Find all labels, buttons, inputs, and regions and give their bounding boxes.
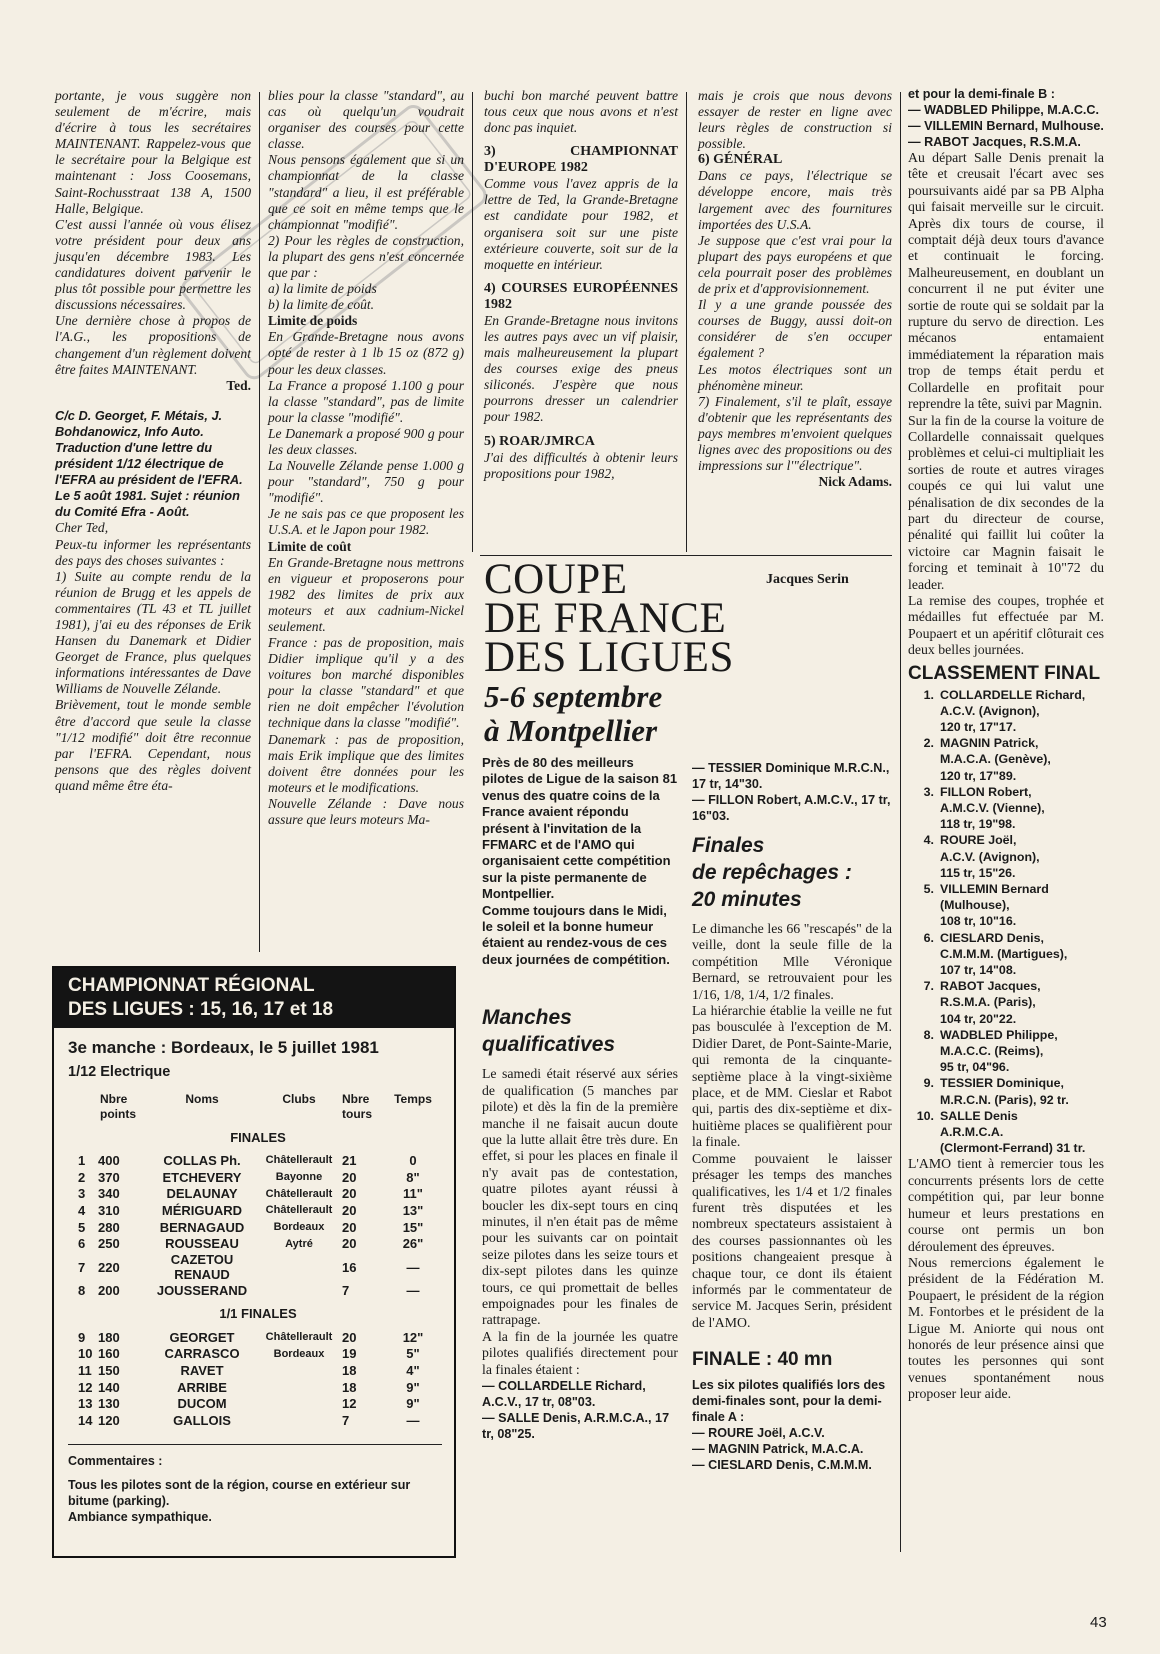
- qualified-list: [482, 1378, 678, 1442]
- rank-line: CIESLARD Denis,: [940, 930, 1044, 945]
- rank-line: TESSIER Dominique,: [940, 1076, 1064, 1091]
- paragraph: Cher Ted,: [55, 520, 109, 536]
- coupe-subtitle-line: à Montpellier: [484, 713, 658, 748]
- cell-points: 250: [98, 1236, 120, 1252]
- list-item: [908, 687, 1104, 736]
- header-noms: Noms: [185, 1092, 219, 1106]
- cell-rank: 10: [78, 1346, 93, 1362]
- table-row: [78, 1362, 438, 1379]
- column-rule: [686, 92, 687, 552]
- cell-name: CAZETOU RENAUD: [170, 1252, 234, 1283]
- list-item: — COLLARDELLE Richard, A.C.V., 17 tr, 08"03.: [482, 1379, 646, 1409]
- paragraph: Nous pensons également que si un championnat de la classe "standard" a lieu, il est préférable que ce soit en même temps que le championnat "modifié".: [268, 152, 464, 232]
- manches-text: [482, 1066, 678, 1378]
- rank-line: SALLE Denis: [940, 1108, 1018, 1123]
- cell-club: Châtellerault: [265, 1204, 333, 1217]
- table-section-title: FINALES: [230, 1129, 286, 1145]
- table-header-row: [78, 1092, 438, 1122]
- cell-club: Bordeaux: [273, 1347, 325, 1360]
- heading-roar-jmrca: 5) ROAR/JMRCA: [484, 433, 595, 449]
- paragraph: 1) Suite au compte rendu de la réunion de Brugg et les appels de commentaires (TL 43 et TL juillet 1981), j'ai eu des réponses de Erik Hansen du Danemark et Didier Georget de France, plus quelques informations intéressantes de Dave Williams de Nouvelle Zélande.: [55, 568, 251, 697]
- cell-tours: 7: [342, 1413, 350, 1429]
- cell-temps: 8": [406, 1169, 420, 1185]
- comment-line: Tous les pilotes sont de la région, course en extérieur sur bitume (parking).: [68, 1478, 411, 1508]
- table-row: [78, 1346, 438, 1363]
- cell-rank: 3: [78, 1186, 86, 1202]
- paragraph: b) la limite de coût.: [268, 297, 375, 313]
- paragraph: J'ai des difficultés à obtenir leurs propositions pour 1982,: [484, 449, 678, 481]
- rank-entry: [940, 687, 1085, 736]
- rank-line: MAGNIN Patrick,: [940, 736, 1039, 751]
- cell-temps: 11": [403, 1186, 423, 1202]
- rank-entry: [940, 978, 1041, 1027]
- table-row: [78, 1169, 438, 1186]
- cell-rank: 9: [78, 1329, 86, 1345]
- cell-points: 150: [98, 1363, 120, 1379]
- rank-number: 10.: [916, 1108, 934, 1123]
- cell-club: Bordeaux: [273, 1221, 325, 1234]
- letter-header-text: C/c D. Georget, F. Métais, J. Bohdanowicz, Info Auto. Traduction d'une lettre du président 1/12 électrique de l'EFRA au président de l'EFRA. Le 5 août 1981. Sujet : réunion du Comité Efra - Août.: [55, 407, 243, 520]
- paragraph: En Grande-Bretagne nous mettrons en vigueur et proposerons pour 1982 des limites de prix aux moteurs et aux cadnium-Nickel seulement.: [268, 554, 464, 634]
- rank-entry: [940, 735, 1051, 784]
- paragraph: a) la limite de poids: [268, 281, 377, 297]
- cell-tours: 12: [342, 1396, 357, 1412]
- rank-line: A.M.C.V. (Vienne),: [940, 801, 1045, 816]
- rank-line: ROURE Joël,: [940, 833, 1017, 848]
- cell-club: Châtellerault: [265, 1187, 333, 1200]
- results-table: [78, 1092, 438, 1429]
- manche-title: 3e manche : Bordeaux, le 5 juillet 1981: [68, 1038, 379, 1057]
- rank-line: M.A.C.A. (Genève),: [940, 752, 1051, 767]
- column-rule: [259, 92, 260, 952]
- heading-classement-final: CLASSEMENT FINAL: [908, 662, 1101, 684]
- championnat-banner: [54, 968, 454, 1028]
- list-item: [908, 881, 1104, 930]
- cell-name: RAVET: [180, 1363, 224, 1379]
- list-item: [908, 1027, 1104, 1076]
- classement-list: [908, 687, 1104, 1157]
- cell-rank: 14: [78, 1413, 93, 1429]
- banner-line: CHAMPIONNAT RÉGIONAL: [68, 975, 315, 996]
- cell-points: 310: [98, 1202, 120, 1218]
- paragraph: Au départ Salle Denis prenait la tête et creusait l'écart avec ses poursuivants aidé par sa PB Alpha qui faisait merveille sur le circuit. Après dix tours de course, il comptait déjà deux tours d'avance et continuait le forcing. Malheureusement, en doublant un concurrent il ne put éviter une sortie de route qui se soldait par la rupture du servo de direction. Les mécanos entamaient immédiatement la réparation mais trop de temps était perdu et Collardelle en profitait pour reprendre la tête, suivi par Magnin.: [908, 150, 1104, 412]
- cell-temps: 0: [409, 1152, 417, 1168]
- repechage-text: [692, 921, 892, 1331]
- cell-temps: 13": [402, 1202, 424, 1218]
- cell-club: Bayonne: [275, 1171, 323, 1184]
- rank-line: A.C.V. (Avignon),: [940, 849, 1040, 864]
- rank-line: 107 tr, 14"08.: [940, 963, 1017, 978]
- cell-name: MÉRIGUARD: [161, 1202, 243, 1218]
- cell-club: [256, 1252, 342, 1282]
- cell-points: 160: [98, 1346, 120, 1362]
- list-item: [908, 978, 1104, 1027]
- cell-rank: 1: [78, 1152, 86, 1168]
- paragraph: La hiérarchie établie la veille ne fut pas bousculée à l'exception de M. Didier Daret, de Pont-Sainte-Marie, qui remonta de la cinquante-septième place à la vingt-sixième place, et de MM. Cieslar et Rabot qui, partis des dix-septième et dix-huitième places se qualifièrent pour la finale.: [692, 1003, 892, 1150]
- cell-name: GEORGET: [169, 1329, 235, 1345]
- cell-temps: —: [406, 1413, 420, 1429]
- coupe-title-line: DE FRANCE: [484, 595, 727, 642]
- list-item: — WADBLED Philippe, M.A.C.C.: [908, 103, 1100, 117]
- cell-tours: 20: [342, 1202, 357, 1218]
- rank-line: VILLEMIN Bernard: [940, 882, 1049, 897]
- heading-line: Manches: [482, 1006, 572, 1030]
- paragraph: Les motos électriques sont un phénomène mineur.: [698, 361, 892, 393]
- banner-line: DES LIGUES : 15, 16, 17 et 18: [68, 999, 334, 1020]
- list-item: [908, 784, 1104, 833]
- cell-points: 280: [98, 1219, 120, 1235]
- heading-limite-poids: Limite de poids: [268, 313, 358, 329]
- coupe-header: [484, 556, 896, 748]
- paragraph: Nous remercions également le président de la Fédération M. Poupaert, le président de la région M. Fontorbes et le président de la Ligue M. Aniorte qui nous ont honorés de leur présence ainsi que toutes les personnes qui sont venues spontanément nous proposer leur aide.: [908, 1254, 1104, 1402]
- paragraph: Danemark : pas de proposition, mais Erik implique que des limites doivent être données pour les moteurs et le modifications.: [268, 731, 464, 795]
- coupe-column-c: [908, 86, 1104, 1403]
- cell-temps: 15": [402, 1219, 424, 1235]
- rank-entry: [940, 784, 1045, 833]
- cell-club: Aytré: [285, 1237, 313, 1250]
- cell-name: BERNAGAUD: [159, 1219, 245, 1235]
- header-temps: Temps: [394, 1092, 432, 1106]
- list-item: — MAGNIN Patrick, M.A.C.A.: [692, 1442, 864, 1457]
- rank-entry: [940, 1075, 1069, 1107]
- cell-temps: 9": [406, 1379, 420, 1395]
- cell-name: ROUSSEAU: [165, 1236, 239, 1252]
- table-row: [78, 1282, 438, 1299]
- coupe-subtitle-line: 5-6 septembre: [484, 679, 663, 714]
- rank-number: 3.: [923, 784, 934, 799]
- table-section-title: 1/1 FINALES: [219, 1306, 297, 1322]
- cell-points: 200: [98, 1282, 120, 1298]
- column-rule: [900, 92, 901, 1552]
- list-item: — VILLEMIN Bernard, Mulhouse.: [908, 119, 1104, 133]
- cell-points: 220: [98, 1259, 120, 1275]
- rank-number: 4.: [923, 833, 934, 848]
- coupe-title-line: DES LIGUES: [484, 634, 734, 681]
- header-tours: Nbre tours: [342, 1092, 372, 1121]
- rank-line: 104 tr, 20"22.: [940, 1011, 1017, 1026]
- rank-line: FILLON Robert,: [940, 784, 1032, 799]
- finale-b: [908, 86, 1104, 150]
- rank-line: M.R.C.N. (Paris), 92 tr.: [940, 1092, 1069, 1107]
- paragraph: En Grande-Bretagne nous invitons les autres pays avec un vif plaisir, mais malheureusement la plupart des courses exige des pneus siliconés. J'espère que nous pourrons dresser un calendrier pour 1982.: [484, 312, 678, 425]
- column-rule: [472, 92, 473, 552]
- rank-number: 1.: [923, 687, 934, 702]
- cell-club: [256, 1282, 342, 1299]
- cell-name: ETCHEVERY: [162, 1169, 242, 1185]
- cell-club: Châtellerault: [265, 1154, 333, 1167]
- heading-line: qualificatives: [482, 1033, 616, 1057]
- cell-temps: 5": [406, 1346, 420, 1362]
- rank-number: 9.: [923, 1076, 934, 1091]
- category-label: 1/12 Electrique: [68, 1064, 171, 1080]
- paragraph: Le Danemark a proposé 900 g pour les deux classes.: [268, 425, 464, 457]
- efra-letter-column-3: [484, 88, 678, 482]
- cell-name: DUCOM: [177, 1396, 227, 1412]
- coupe-author: Jacques Serin: [766, 572, 849, 587]
- paragraph: Comme pouvaient le laisser présager les temps des manches qualificatives, les 1/4 et 1/2 finales furent très disputées et les nombreux spectateurs assistaient à des courses passionnantes où les positions changeaient presque à chaque tour, ce dont ils étaient informés par le commentateur de service M. Jacques Serin, président de l'AMO.: [692, 1150, 892, 1330]
- cell-name: GALLOIS: [173, 1413, 231, 1429]
- paragraph: Une dernière chose à propos de l'A.G., les propositions de changement d'un règlement doivent être faites MAINTENANT.: [55, 313, 251, 377]
- cell-temps: 4": [406, 1363, 420, 1379]
- paragraph: Peux-tu informer les représentants des pays des choses suivantes :: [55, 536, 251, 568]
- cell-tours: 16: [342, 1259, 357, 1275]
- page-number: 43: [1090, 1614, 1107, 1631]
- coupe-column-b: [692, 760, 892, 1473]
- cell-rank: 4: [78, 1202, 86, 1218]
- coupe-lead-text: Près de 80 des meilleurs pilotes de Ligue de la saison 81 venus des quatre coins de la France avaient répondu présent à l'invitation de la FFMARC et de l'AMO qui organisaient cette compétition sur la piste permanente de Montpellier.: [482, 755, 678, 902]
- letter-header: [55, 408, 251, 521]
- cell-name: COLLAS Ph.: [163, 1152, 241, 1168]
- paragraph: mais je crois que nous devons essayer de rester en ligne avec leurs règles de construction si possible.: [698, 88, 892, 152]
- cell-rank: 5: [78, 1219, 86, 1235]
- cell-points: 130: [98, 1396, 120, 1412]
- list-item: — FILLON Robert, A.M.C.V., 17 tr, 16"03.: [692, 793, 891, 823]
- paragraph: et pour la demi-finale B :: [908, 87, 1055, 101]
- rank-line: 120 tr, 17"89.: [940, 768, 1017, 783]
- list-item: — TESSIER Dominique M.R.C.N., 17 tr, 14"30.: [692, 761, 890, 791]
- list-item: — RABOT Jacques, R.S.M.A.: [908, 135, 1081, 149]
- heading-limite-cout: Limite de coût: [268, 538, 352, 554]
- cell-rank: 11: [78, 1363, 92, 1379]
- cell-tours: 7: [342, 1282, 350, 1298]
- heading-line: Finales: [692, 834, 765, 857]
- comments-title: Commentaires :: [68, 1454, 163, 1468]
- rank-line: A.R.M.C.A.: [940, 1125, 1004, 1140]
- rank-number: 8.: [923, 1027, 934, 1042]
- cell-points: 140: [98, 1379, 120, 1395]
- list-item: [908, 832, 1104, 881]
- cell-points: 340: [98, 1186, 120, 1202]
- thanks-text: [908, 1156, 1104, 1402]
- cell-points: 180: [98, 1329, 120, 1345]
- cell-rank: 8: [78, 1282, 86, 1298]
- rank-number: 6.: [923, 930, 934, 945]
- cell-points: 370: [98, 1169, 120, 1185]
- rank-line: 108 tr, 10"16.: [940, 914, 1017, 929]
- table-section-row: [78, 1299, 438, 1329]
- heading-general: 6) GÉNÉRAL: [698, 152, 783, 168]
- championnat-subheader: [54, 1028, 454, 1080]
- finale-a: [692, 1377, 892, 1473]
- paragraph: La France a proposé 1.100 g pour la classe "standard", pas de limite pour la classe "modifié".: [268, 377, 464, 425]
- cell-tours: 20: [342, 1186, 357, 1202]
- list-item: — SALLE Denis, A.R.M.C.A., 17 tr, 08"25.: [482, 1411, 670, 1441]
- paragraph: L'AMO tient à remercier tous les concurrents présents lors de cette compétition qui, par leur bonne humeur et leurs prestations en course ont permis un bon déroulement des épreuves.: [908, 1156, 1104, 1254]
- cell-points: 400: [98, 1152, 120, 1168]
- comment-line: Ambiance sympathique.: [68, 1510, 212, 1524]
- cell-name: CARRASCO: [164, 1346, 240, 1362]
- cell-tours: 20: [342, 1219, 357, 1235]
- cell-club: Châtellerault: [265, 1331, 333, 1344]
- list-item: [908, 1108, 1104, 1157]
- table-row: [78, 1152, 438, 1169]
- paragraph: blies pour la classe "standard", au cas où quelqu'un voudrait organiser des courses pour cette classe.: [268, 88, 464, 152]
- paragraph: Le samedi était réservé aux séries de qualification (5 manches par pilote) et dès la fin de la première manche il ne faisait aucun doute que la lutte allait être très dure. En effet, si pour les places en finale il n'y avait pas de contestation, quatre pilotes ayant réussi à boucler les dix-sept tours en cinq minutes, il n'en était pas de même pour les suivants car on pointait seize pilotes dans les seize tours et dix-sept pilotes dans les quinze tours, ce qui promettait de belles empoignades pour les finales de rattrapage.: [482, 1066, 678, 1328]
- cell-club: [256, 1362, 342, 1379]
- paragraph: portante, je vous suggère non seulement de m'écrire, mais d'écrire à tous les secrétaires MAINTENANT. Rappelez-vous que le secrétaire pour la Belgique est maintenant : Joss Coosemans, Saint-Rochusstraat 138 A, 1500 Halle, Belgique.: [55, 88, 251, 216]
- paragraph: Je ne sais pas ce que proposent les U.S.A. et le Japon pour 1982.: [268, 506, 464, 538]
- paragraph: Dans ce pays, l'électrique se développe encore, mais très largement avec des fournitures importées des U.S.A.: [698, 168, 892, 232]
- heading-finales-repechages: [692, 832, 892, 913]
- table-row: [78, 1396, 438, 1413]
- cell-tours: 18: [342, 1379, 357, 1395]
- paragraph: La remise des coupes, trophée et médailles fut effectuée par M. Poupaert et un apéritif clôturait ces deux belles journées.: [908, 592, 1104, 658]
- signature-ted: Ted.: [226, 377, 251, 393]
- rank-entry: [940, 881, 1049, 930]
- cell-rank: 2: [78, 1169, 86, 1185]
- championnat-table-box: [52, 966, 456, 1558]
- cell-tours: 18: [342, 1363, 357, 1379]
- paragraph: France : pas de proposition, mais Didier implique qu'il y a des voitures bon marché disponibles pour la classe "standard" et que rien ne doit empêcher l'évolution technique dans la classe "modifié".: [268, 635, 464, 731]
- rank-number: 2.: [923, 736, 934, 751]
- cell-name: JOUSSERAND: [156, 1282, 248, 1298]
- coupe-subtitle: [484, 680, 896, 748]
- table-row: [78, 1412, 438, 1429]
- list-item: — CIESLARD Denis, C.M.M.M.: [692, 1458, 872, 1473]
- paragraph: Comme vous l'avez appris de la lettre de Ted, la Grande-Bretagne est candidate pour 1982, et organisera soit sur une piste extérieure couverte, soit sur de la moquette en intérieur.: [484, 176, 678, 272]
- cell-rank: 13: [78, 1396, 93, 1412]
- rank-line: 115 tr, 15"26.: [940, 865, 1016, 880]
- table-row: [78, 1202, 438, 1219]
- rank-line: COLLARDELLE Richard,: [940, 687, 1086, 702]
- cell-club: [256, 1412, 342, 1429]
- efra-letter-column-2: [268, 88, 464, 828]
- rank-line: 118 tr, 19"98.: [940, 817, 1016, 832]
- cell-tours: 20: [342, 1169, 357, 1185]
- cell-points: 120: [98, 1413, 120, 1429]
- heading-manches-qualificatives: [482, 1004, 678, 1058]
- heading-finale: FINALE : 40 mn: [692, 1349, 833, 1371]
- header-points: Nbre points: [100, 1092, 136, 1121]
- paragraph: Le dimanche les 66 "rescapés" de la veille, dont la seule fille de la compétition Mlle Véronique Bernard, se retrouvaient pour les 1/16, 1/8, 1/4, 1/2 finales.: [692, 921, 892, 1002]
- cell-name: DELAUNAY: [166, 1186, 238, 1202]
- paragraph: Je suppose que c'est vrai pour la plupart des pays européens et que cela pourrait poser des problèmes de prix et d'approvisionnement.: [698, 232, 892, 297]
- cell-rank: 7: [78, 1259, 86, 1275]
- table-section-row: [78, 1122, 438, 1152]
- paragraph: Nouvelle Zélande : Dave nous assure que leurs moteurs Ma-: [268, 795, 464, 828]
- comments-block: [68, 1444, 442, 1525]
- cell-name: ARRIBE: [177, 1379, 227, 1395]
- cell-tours: 20: [342, 1329, 357, 1345]
- coupe-lead: [482, 755, 678, 968]
- table-row: [78, 1235, 438, 1252]
- cell-rank: 12: [78, 1379, 93, 1395]
- table-row: [78, 1379, 438, 1396]
- paragraph: C'est aussi l'année où vous élisez votre président pour deux ans jusqu'en décembre 1983. Les candidatures doivent parvenir le plus tôt possible pour permettre les discussions nécessaires.: [55, 216, 251, 313]
- paragraph: Brièvement, tout le monde semble être d'accord que seule la classe "1/12 modifié" doit être reconnue par l'EFRA. Cependant, nous pensons que des règles doivent quand même être éta-: [55, 697, 251, 793]
- list-item: — ROURE Joël, A.C.V.: [692, 1426, 825, 1441]
- rank-line: RABOT Jacques,: [940, 979, 1041, 994]
- race-report: [908, 150, 1104, 659]
- rank-entry: [940, 832, 1040, 881]
- list-item: [908, 735, 1104, 784]
- heading-line: de repêchages :: [692, 861, 852, 884]
- rank-line: R.S.M.A. (Paris),: [940, 995, 1036, 1010]
- signature-nick-adams: Nick Adams.: [818, 474, 892, 490]
- rank-number: 5.: [923, 882, 934, 897]
- coupe-lead-text: Comme toujours dans le Midi, le soleil et la bonne humeur étaient au rendez-vous de ces deux journées de compétition.: [482, 902, 670, 967]
- paragraph: 2) Pour les règles de construction, la plupart des gens n'est concernée que par :: [268, 232, 464, 281]
- efra-letter-column-4: [698, 88, 892, 490]
- cell-temps: 12": [402, 1329, 424, 1345]
- rank-entry: [940, 1027, 1058, 1076]
- rank-entry: [940, 930, 1067, 979]
- cell-club: [256, 1379, 342, 1396]
- coupe-title-line: COUPE: [484, 556, 628, 603]
- paragraph: buchi bon marché peuvent battre tous ceux que nous avons et n'est donc pas inquiet.: [484, 88, 678, 136]
- list-item: [908, 1075, 1104, 1107]
- cell-temps: —: [406, 1259, 420, 1275]
- paragraph: Il y a une grande poussée des courses de Buggy, aussi doit-on considérer de s'en occuper également ?: [698, 297, 892, 361]
- cell-tours: 19: [342, 1346, 357, 1362]
- rank-line: (Mulhouse),: [940, 898, 1010, 913]
- qualified-list-b: [692, 760, 892, 824]
- cell-temps: 26": [402, 1236, 424, 1252]
- rank-line: (Clermont-Ferrand) 31 tr.: [940, 1141, 1086, 1156]
- paragraph: Sur la fin de la course la voiture de Collardelle connaissait quelques problèmes et celui-ci multipliait les sorties de route et autres virages coupés ce qui lui valut une pénalisation de dix secondes de la part du directeur de course, pénalité qui faillit lui coûter la victoire car Magnin faisait le forcing et teminait à 10"72 du leader.: [908, 412, 1104, 592]
- cell-tours: 21: [342, 1152, 357, 1168]
- coupe-column-a: [482, 755, 678, 1442]
- efra-letter-column-1: [55, 88, 251, 794]
- paragraph: 7) Finalement, s'il te plaît, essaye d'obtenir que les représentants des pays membres m'envoient quelques lignes avec des propositions ou des impressions sur l'"électrique".: [698, 393, 892, 474]
- rank-line: 95 tr, 04"96.: [940, 1060, 1010, 1075]
- rank-line: A.C.V. (Avignon),: [940, 703, 1040, 718]
- rank-line: M.A.C.C. (Reims),: [940, 1044, 1044, 1059]
- table-row: [78, 1252, 438, 1282]
- paragraph: En Grande-Bretagne nous avons opté de rester à 1 lb 15 oz (872 g) pour les deux classes.: [268, 329, 464, 377]
- rank-line: C.M.M.M. (Martigues),: [940, 946, 1068, 961]
- paragraph: La Nouvelle Zélande pense 1.000 g pour "standard", 750 g pour "modifié".: [268, 458, 464, 506]
- heading-courses-europeennes: 4) COURSES EUROPÉENNES 1982: [484, 280, 678, 312]
- cell-tours: 20: [342, 1236, 357, 1252]
- heading-line: 20 minutes: [692, 888, 802, 911]
- table-row: [78, 1219, 438, 1236]
- cell-rank: 6: [78, 1236, 86, 1252]
- paragraph: A la fin de la journée les quatre pilotes qualifiés directement pour la finales étaient :: [482, 1328, 678, 1377]
- rank-line: WADBLED Philippe,: [940, 1027, 1058, 1042]
- cell-temps: 9": [406, 1396, 420, 1412]
- header-clubs: Clubs: [282, 1092, 316, 1106]
- rank-entry: [940, 1108, 1085, 1157]
- table-row: [78, 1185, 438, 1202]
- paragraph: Les six pilotes qualifiés lors des demi-finales sont, pour la demi-finale A :: [692, 1378, 886, 1425]
- heading-championnat-europe: 3) CHAMPIONNAT D'EUROPE 1982: [484, 144, 678, 176]
- rank-number: 7.: [923, 979, 934, 994]
- table-row: [78, 1329, 438, 1346]
- cell-club: [256, 1396, 342, 1413]
- list-item: [908, 930, 1104, 979]
- rank-line: 120 tr, 17"17.: [940, 720, 1017, 734]
- cell-temps: —: [406, 1282, 420, 1298]
